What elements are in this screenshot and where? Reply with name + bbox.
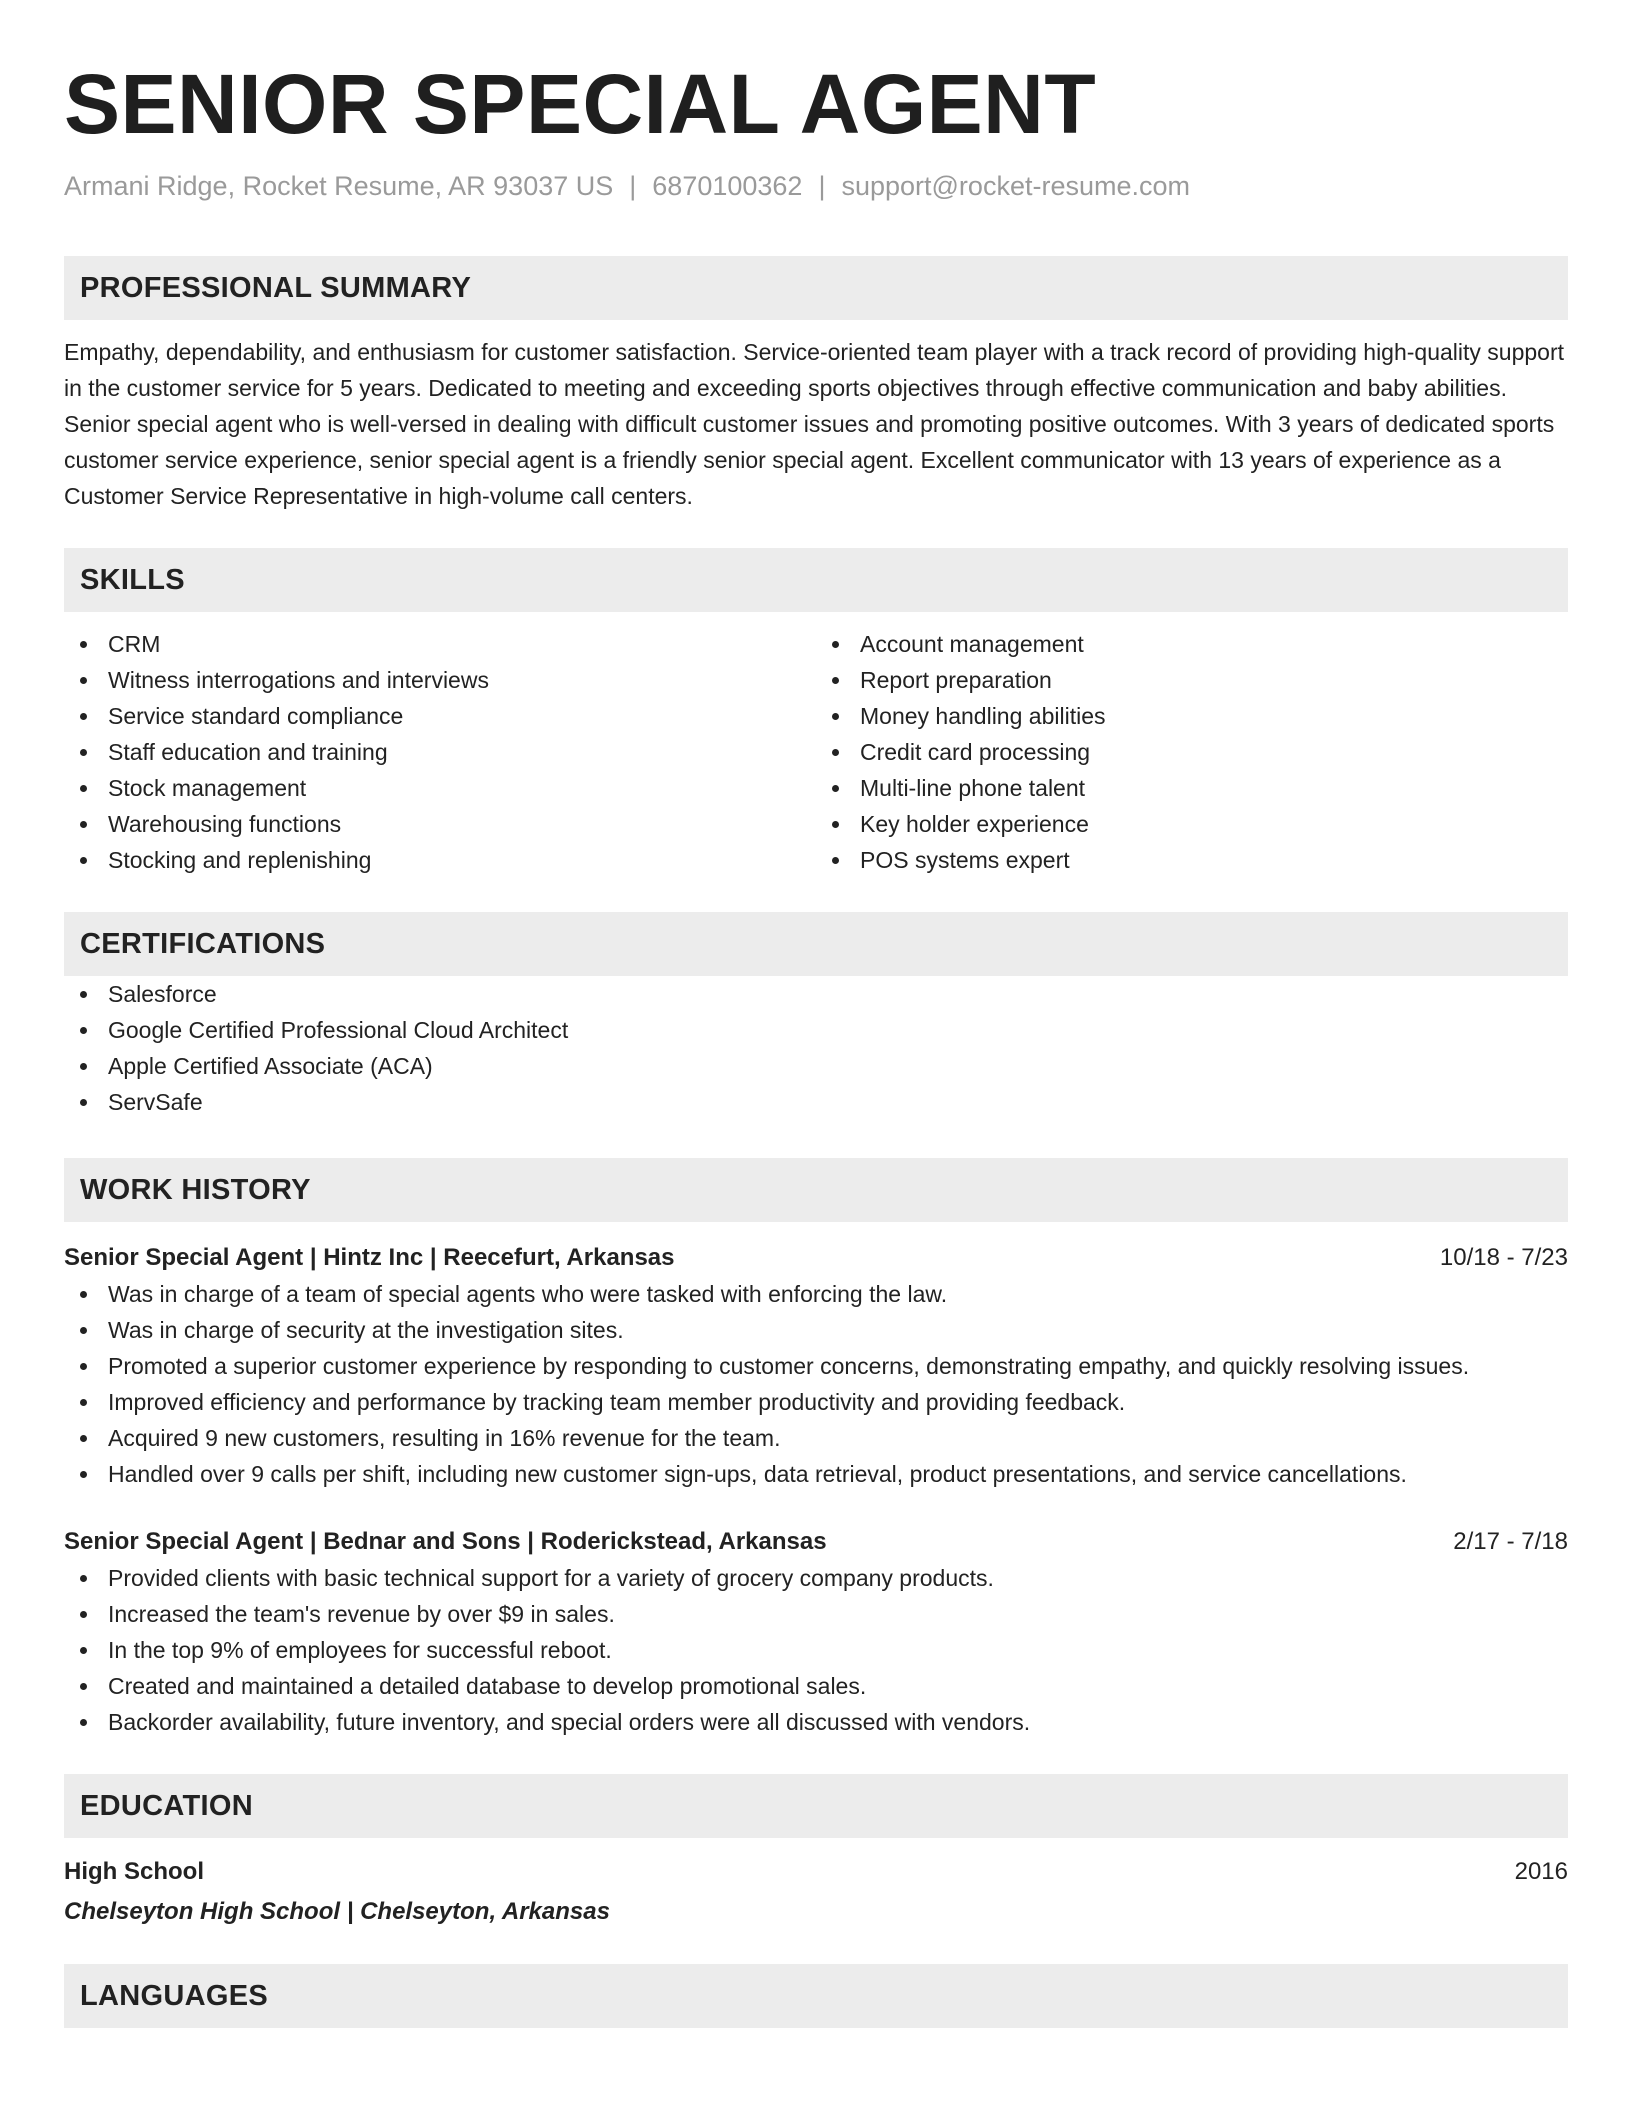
education-year: 2016 xyxy=(1514,1858,1568,1885)
skill-item: Key holder experience xyxy=(816,806,1568,842)
job-title: Senior Special Agent | Bednar and Sons | Roderickstead, Arkansas xyxy=(64,1528,827,1555)
section-heading-languages: LANGUAGES xyxy=(64,1964,1568,2028)
job-dates: 2/17 - 7/18 xyxy=(1453,1528,1568,1555)
bullet-icon xyxy=(832,641,839,648)
certification-item: Google Certified Professional Cloud Architect xyxy=(64,1012,1568,1048)
skill-item: Staff education and training xyxy=(64,734,816,770)
contact-separator: | xyxy=(818,171,826,201)
summary-text: Empathy, dependability, and enthusiasm for customer satisfaction. Service-oriented team player with a track record of providing high-quality support in the customer service for 5 years. Dedicated to meeting and exceeding sports objectives through effective communication and baby abilities. Senior special agent who is well-versed in dealing with difficult customer issues and promoting positive outcomes. With 3 years of dedicated sports customer service experience, senior special agent is a friendly senior special agent. Excellent communicator with 13 years of experience as a Customer Service Representative in high-volume call centers. xyxy=(64,339,1565,509)
skill-item: Credit card processing xyxy=(816,734,1568,770)
job-bullet: Handled over 9 calls per shift, including new customer sign-ups, data retrieval, product presentations, and service cancellations. xyxy=(64,1456,1568,1492)
bullet-icon xyxy=(80,1575,87,1582)
education-degree: High School xyxy=(64,1858,204,1885)
bullet-icon xyxy=(80,677,87,684)
bullet-icon xyxy=(80,1027,87,1034)
bullet-icon xyxy=(80,1399,87,1406)
job-bullet: Acquired 9 new customers, resulting in 16% revenue for the team. xyxy=(64,1420,1568,1456)
contact-separator: | xyxy=(629,171,637,201)
job-bullet: Created and maintained a detailed database to develop promotional sales. xyxy=(64,1668,1568,1704)
job-dates: 10/18 - 7/23 xyxy=(1439,1244,1568,1271)
bullet-icon xyxy=(80,785,87,792)
certification-item: Salesforce xyxy=(64,976,1568,1012)
bullet-icon xyxy=(80,1327,87,1334)
bullet-icon xyxy=(80,1063,87,1070)
bullet-icon xyxy=(832,821,839,828)
bullet-icon xyxy=(80,1683,87,1690)
bullet-icon xyxy=(80,641,87,648)
education-header xyxy=(64,1854,1568,1890)
bullet-icon xyxy=(80,1363,87,1370)
bullet-icon xyxy=(80,991,87,998)
skill-item: Report preparation xyxy=(816,662,1568,698)
bullet-icon xyxy=(832,749,839,756)
certification-item: ServSafe xyxy=(64,1084,1568,1120)
bullet-icon xyxy=(832,857,839,864)
bullet-icon xyxy=(80,821,87,828)
bullet-icon xyxy=(832,677,839,684)
bullet-icon xyxy=(80,713,87,720)
job-bullet: Increased the team's revenue by over $9 in sales. xyxy=(64,1596,1568,1632)
job-bullet: In the top 9% of employees for successful reboot. xyxy=(64,1632,1568,1668)
job-bullet: Improved efficiency and performance by tracking team member productivity and providing feedback. xyxy=(64,1384,1568,1420)
skills-list-left xyxy=(64,626,816,878)
contact-email: support@rocket-resume.com xyxy=(841,171,1190,201)
section-heading-skills: SKILLS xyxy=(64,548,1568,612)
job-bullet: Was in charge of a team of special agents who were tasked with enforcing the law. xyxy=(64,1276,1568,1312)
job-bullet: Provided clients with basic technical support for a variety of grocery company products. xyxy=(64,1560,1568,1596)
skill-item: CRM xyxy=(64,626,816,662)
skills-columns xyxy=(64,626,1568,878)
job-bullet: Was in charge of security at the investigation sites. xyxy=(64,1312,1568,1348)
skill-item: Warehousing functions xyxy=(64,806,816,842)
section-heading-summary: PROFESSIONAL SUMMARY xyxy=(64,256,1568,320)
education-school: Chelseyton High School | Chelseyton, Arkansas xyxy=(64,1898,610,1925)
resume-name: SENIOR SPECIAL AGENT xyxy=(64,57,1097,151)
job-bullet: Backorder availability, future inventory, and special orders were all discussed with vendors. xyxy=(64,1704,1568,1740)
contact-line xyxy=(64,168,1568,204)
bullet-icon xyxy=(80,1099,87,1106)
section-heading-education: EDUCATION xyxy=(64,1774,1568,1838)
skill-item: Account management xyxy=(816,626,1568,662)
skill-item: Multi-line phone talent xyxy=(816,770,1568,806)
bullet-icon xyxy=(832,713,839,720)
certifications-list xyxy=(64,976,1568,1120)
bullet-icon xyxy=(80,857,87,864)
bullet-icon xyxy=(80,1719,87,1726)
job-bullets xyxy=(64,1276,1568,1492)
job-title: Senior Special Agent | Hintz Inc | Reecefurt, Arkansas xyxy=(64,1244,675,1271)
skill-item: POS systems expert xyxy=(816,842,1568,878)
bullet-icon xyxy=(80,749,87,756)
skill-item: Service standard compliance xyxy=(64,698,816,734)
bullet-icon xyxy=(80,1471,87,1478)
section-heading-work-history: WORK HISTORY xyxy=(64,1158,1568,1222)
bullet-icon xyxy=(832,785,839,792)
job-bullets xyxy=(64,1560,1568,1740)
contact-address: Armani Ridge, Rocket Resume, AR 93037 US xyxy=(64,171,614,201)
job-header xyxy=(64,1240,1568,1276)
skill-item: Stock management xyxy=(64,770,816,806)
contact-phone: 6870100362 xyxy=(652,171,803,201)
bullet-icon xyxy=(80,1435,87,1442)
job-header xyxy=(64,1524,1568,1560)
skills-list-right xyxy=(816,626,1568,878)
job-bullet: Promoted a superior customer experience by responding to customer concerns, demonstrating empathy, and quickly resolving issues. xyxy=(64,1348,1568,1384)
skill-item: Witness interrogations and interviews xyxy=(64,662,816,698)
bullet-icon xyxy=(80,1647,87,1654)
bullet-icon xyxy=(80,1611,87,1618)
skill-item: Money handling abilities xyxy=(816,698,1568,734)
section-heading-certifications: CERTIFICATIONS xyxy=(64,912,1568,976)
skill-item: Stocking and replenishing xyxy=(64,842,816,878)
certification-item: Apple Certified Associate (ACA) xyxy=(64,1048,1568,1084)
bullet-icon xyxy=(80,1291,87,1298)
